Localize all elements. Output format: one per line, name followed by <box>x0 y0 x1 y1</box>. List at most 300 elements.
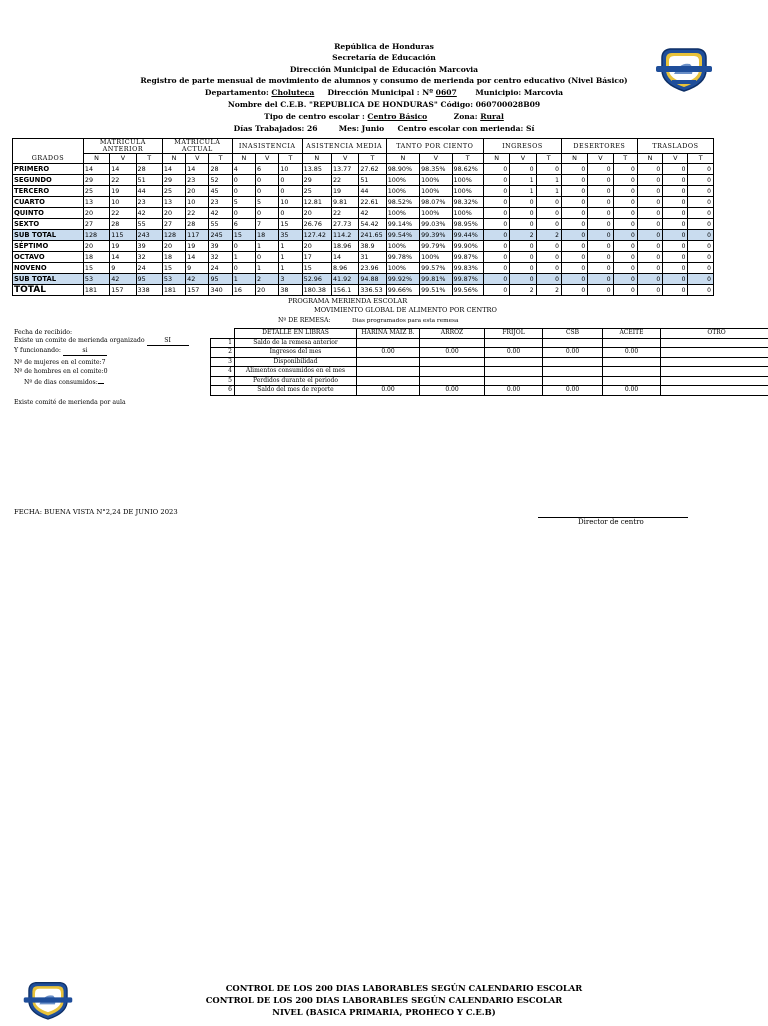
value-cell: 0 <box>256 208 279 219</box>
value-cell: 0 <box>663 219 688 230</box>
value-cell: 14 <box>186 164 209 175</box>
value-cell: 14 <box>162 164 185 175</box>
value-cell: 0 <box>688 252 714 263</box>
table-row <box>13 252 714 263</box>
detail-value-cell <box>357 367 420 377</box>
detail-row <box>211 338 768 348</box>
value-cell: 0 <box>637 175 662 186</box>
value-cell: 1 <box>232 252 255 263</box>
value-cell: 2 <box>536 230 561 241</box>
value-cell: 20 <box>83 208 109 219</box>
value-cell: 0 <box>588 219 613 230</box>
detail-row-num: 6 <box>211 386 235 396</box>
value-cell: 100% <box>452 186 483 197</box>
value-cell: 0 <box>588 274 613 285</box>
direccion-value: 0607 <box>436 88 457 97</box>
value-cell: 23 <box>186 175 209 186</box>
value-cell: 245 <box>209 230 232 241</box>
value-cell: 0 <box>613 274 637 285</box>
value-cell: 2 <box>510 230 536 241</box>
value-cell: 0 <box>588 164 613 175</box>
sub-header: T <box>536 154 561 164</box>
value-cell: 22 <box>331 208 358 219</box>
value-cell: 22 <box>110 175 136 186</box>
value-cell: 0 <box>663 285 688 296</box>
value-cell: 12.81 <box>302 197 331 208</box>
value-cell: 98.32% <box>452 197 483 208</box>
value-cell: 19 <box>331 186 358 197</box>
value-cell: 0 <box>613 175 637 186</box>
value-cell: 157 <box>186 285 209 296</box>
movimiento-global-title: MOVIMIENTO GLOBAL DE ALIMENTO POR CENTRO <box>314 306 497 314</box>
value-cell: 0 <box>688 241 714 252</box>
grade-cell: SUB TOTAL <box>13 274 84 285</box>
value-cell: 100% <box>386 186 419 197</box>
value-cell: 0 <box>561 175 587 186</box>
value-cell: 338 <box>136 285 162 296</box>
municipio-label: Municipio: Marcovia <box>475 88 563 97</box>
value-cell: 98.52% <box>386 197 419 208</box>
detail-row-num: 5 <box>211 376 235 386</box>
sub-header: V <box>663 154 688 164</box>
value-cell: 20 <box>83 241 109 252</box>
header-registro: Registro de parte mensual de movimiento de alumnos y consumo de merienda por centro educativo (Nivel Básico) <box>0 76 768 86</box>
value-cell: 0 <box>588 230 613 241</box>
value-cell: 0 <box>483 285 509 296</box>
value-cell: 1 <box>510 186 536 197</box>
merienda-label: Centro escolar con merienda: Sí <box>397 124 534 133</box>
group-header: TANTO POR CIENTO <box>386 139 483 154</box>
tipo-value: Centro Básico <box>367 112 427 121</box>
value-cell: 0 <box>483 252 509 263</box>
dias-consumidos <box>24 379 104 387</box>
value-cell: 0 <box>561 208 587 219</box>
value-cell: 1 <box>536 175 561 186</box>
value-cell: 20 <box>302 208 331 219</box>
grade-cell: CUARTO <box>13 197 84 208</box>
value-cell: 28 <box>186 219 209 230</box>
value-cell: 13 <box>162 197 185 208</box>
value-cell: 13.77 <box>331 164 358 175</box>
value-cell: 0 <box>510 252 536 263</box>
header-departamento-line <box>0 88 768 98</box>
value-cell: 45 <box>209 186 232 197</box>
value-cell: 100% <box>386 241 419 252</box>
detail-value-cell: 0.00 <box>420 348 485 358</box>
detail-value-cell <box>485 338 543 348</box>
value-cell: 0 <box>483 197 509 208</box>
sub-header: V <box>510 154 536 164</box>
funcionando-value: si <box>63 347 107 356</box>
value-cell: 39 <box>136 241 162 252</box>
value-cell: 19 <box>110 241 136 252</box>
departamento-label: Departamento: <box>205 88 269 97</box>
value-cell: 0 <box>561 263 587 274</box>
value-cell: 127.42 <box>302 230 331 241</box>
value-cell: 24 <box>136 263 162 274</box>
table-row <box>13 219 714 230</box>
sub-header: N <box>637 154 662 164</box>
detail-row <box>211 357 768 367</box>
value-cell: 0 <box>232 186 255 197</box>
sub-header: T <box>452 154 483 164</box>
value-cell: 0 <box>637 186 662 197</box>
value-cell: 10 <box>110 197 136 208</box>
zona-value: Rural <box>480 112 504 121</box>
fecha-recibido: Fecha de recibido: <box>14 329 72 337</box>
value-cell: 0 <box>588 208 613 219</box>
comite-organizado-value: SI <box>147 337 189 346</box>
value-cell: 0 <box>637 230 662 241</box>
detail-value-cell <box>661 376 768 386</box>
value-cell: 0 <box>510 241 536 252</box>
value-cell: 0 <box>613 208 637 219</box>
value-cell: 20 <box>162 208 185 219</box>
value-cell: 0 <box>483 208 509 219</box>
sub-header: T <box>279 154 302 164</box>
sub-header: N <box>561 154 587 164</box>
detail-row-label: Ingresos del mes <box>235 348 357 358</box>
value-cell: 99.81% <box>420 274 452 285</box>
funcionando <box>14 347 107 356</box>
header-direccion-municipal: Dirección Municipal de Educación Marcovia <box>0 65 768 75</box>
value-cell: 53 <box>83 274 109 285</box>
value-cell: 241.65 <box>359 230 386 241</box>
value-cell: 0 <box>536 241 561 252</box>
value-cell: 1 <box>256 241 279 252</box>
value-cell: 7 <box>256 219 279 230</box>
table-row <box>13 186 714 197</box>
grade-cell: SEGUNDO <box>13 175 84 186</box>
detail-header: CSB <box>543 329 603 339</box>
value-cell: 0 <box>256 252 279 263</box>
value-cell: 99.51% <box>420 285 452 296</box>
value-cell: 52.96 <box>302 274 331 285</box>
value-cell: 1 <box>256 263 279 274</box>
value-cell: 98.07% <box>420 197 452 208</box>
detail-value-cell <box>661 338 768 348</box>
value-cell: 100% <box>420 175 452 186</box>
value-cell: 0 <box>588 175 613 186</box>
value-cell: 0 <box>483 241 509 252</box>
value-cell: 15 <box>162 263 185 274</box>
value-cell: 99.56% <box>452 285 483 296</box>
detail-value-cell: 0.00 <box>603 348 661 358</box>
value-cell: 1 <box>279 252 302 263</box>
value-cell: 5 <box>232 197 255 208</box>
mujeres-comite: Nº de mujeres en el comite:7 <box>14 359 106 367</box>
table-row <box>13 274 714 285</box>
value-cell: 39 <box>209 241 232 252</box>
value-cell: 99.44% <box>452 230 483 241</box>
matricula-table <box>12 138 714 296</box>
value-cell: 55 <box>209 219 232 230</box>
dias-consumidos-blank <box>98 383 104 384</box>
value-cell: 0 <box>510 219 536 230</box>
value-cell: 28 <box>136 164 162 175</box>
value-cell: 99.03% <box>420 219 452 230</box>
value-cell: 15 <box>302 263 331 274</box>
detail-header: HARINA MAIZ B. <box>357 329 420 339</box>
value-cell: 9 <box>110 263 136 274</box>
value-cell: 5 <box>256 197 279 208</box>
value-cell: 6 <box>256 164 279 175</box>
value-cell: 0 <box>663 252 688 263</box>
header-secretaria: Secretaría de Educación <box>0 53 768 63</box>
value-cell: 27.73 <box>331 219 358 230</box>
table-row <box>13 230 714 241</box>
detail-row-num: 4 <box>211 367 235 377</box>
value-cell: 0 <box>637 197 662 208</box>
value-cell: 0 <box>663 175 688 186</box>
value-cell: 99.57% <box>420 263 452 274</box>
value-cell: 19 <box>110 186 136 197</box>
sub-header: V <box>256 154 279 164</box>
sub-header: T <box>136 154 162 164</box>
value-cell: 1 <box>232 274 255 285</box>
value-cell: 23 <box>136 197 162 208</box>
value-cell: 26.76 <box>302 219 331 230</box>
value-cell: 0 <box>232 208 255 219</box>
detail-value-cell <box>603 376 661 386</box>
value-cell: 0 <box>561 186 587 197</box>
value-cell: 99.54% <box>386 230 419 241</box>
value-cell: 0 <box>536 252 561 263</box>
sub-header: V <box>110 154 136 164</box>
value-cell: 0 <box>279 175 302 186</box>
value-cell: 0 <box>588 252 613 263</box>
value-cell: 18 <box>83 252 109 263</box>
value-cell: 53 <box>162 274 185 285</box>
header-tipo-line <box>0 112 768 122</box>
detail-row-label: Disponibilidad <box>235 357 357 367</box>
value-cell: 1 <box>536 186 561 197</box>
value-cell: 4 <box>232 164 255 175</box>
sub-header: N <box>162 154 185 164</box>
value-cell: 0 <box>663 241 688 252</box>
value-cell: 128 <box>162 230 185 241</box>
grade-cell: TOTAL <box>13 285 84 296</box>
sub-header: V <box>420 154 452 164</box>
value-cell: 0 <box>663 263 688 274</box>
value-cell: 100% <box>452 208 483 219</box>
hombres-comite: Nº de hombres en el comite:0 <box>14 368 108 376</box>
value-cell: 1 <box>510 175 536 186</box>
detail-header: ACEITE <box>603 329 661 339</box>
value-cell: 22 <box>186 208 209 219</box>
value-cell: 0 <box>536 208 561 219</box>
value-cell: 18.96 <box>331 241 358 252</box>
value-cell: 23.96 <box>359 263 386 274</box>
value-cell: 42 <box>110 274 136 285</box>
value-cell: 0 <box>483 175 509 186</box>
value-cell: 0 <box>232 263 255 274</box>
value-cell: 0 <box>510 164 536 175</box>
value-cell: 24 <box>209 263 232 274</box>
value-cell: 99.92% <box>386 274 419 285</box>
value-cell: 0 <box>688 230 714 241</box>
detail-value-cell <box>661 386 768 396</box>
value-cell: 35 <box>279 230 302 241</box>
value-cell: 99.90% <box>452 241 483 252</box>
detail-value-cell <box>543 367 603 377</box>
value-cell: 41.92 <box>331 274 358 285</box>
value-cell: 99.83% <box>452 263 483 274</box>
grade-cell: QUINTO <box>13 208 84 219</box>
detail-value-cell <box>543 338 603 348</box>
direccion-label: Dirección Municipal : Nº <box>328 88 433 97</box>
detail-value-cell: 0.00 <box>485 348 543 358</box>
value-cell: 0 <box>279 208 302 219</box>
value-cell: 52 <box>209 175 232 186</box>
value-cell: 0 <box>232 175 255 186</box>
value-cell: 14 <box>83 164 109 175</box>
detail-row <box>211 386 768 396</box>
grade-cell: SÉPTIMO <box>13 241 84 252</box>
value-cell: 29 <box>162 175 185 186</box>
value-cell: 29 <box>83 175 109 186</box>
value-cell: 115 <box>110 230 136 241</box>
value-cell: 22 <box>331 175 358 186</box>
detail-value-cell: 0.00 <box>420 386 485 396</box>
detail-value-cell <box>661 348 768 358</box>
value-cell: 0 <box>536 164 561 175</box>
value-cell: 0 <box>663 230 688 241</box>
detail-value-cell <box>543 376 603 386</box>
value-cell: 20 <box>162 241 185 252</box>
value-cell: 0 <box>536 274 561 285</box>
value-cell: 25 <box>83 186 109 197</box>
value-cell: 14 <box>186 252 209 263</box>
dias-trabajados: Días Trabajados: 26 <box>234 124 318 133</box>
value-cell: 100% <box>420 186 452 197</box>
detail-value-cell <box>420 338 485 348</box>
value-cell: 10 <box>186 197 209 208</box>
table-row <box>13 208 714 219</box>
value-cell: 29 <box>302 175 331 186</box>
value-cell: 98.35% <box>420 164 452 175</box>
value-cell: 14 <box>110 164 136 175</box>
value-cell: 95 <box>136 274 162 285</box>
detail-value-cell: 0.00 <box>357 348 420 358</box>
funcionando-label: Y funcionando: <box>14 347 61 354</box>
zona-label: Zona: <box>454 112 478 121</box>
value-cell: 94.88 <box>359 274 386 285</box>
detail-value-cell <box>357 357 420 367</box>
value-cell: 100% <box>386 263 419 274</box>
value-cell: 22.61 <box>359 197 386 208</box>
value-cell: 42 <box>136 208 162 219</box>
value-cell: 0 <box>510 208 536 219</box>
value-cell: 2 <box>536 285 561 296</box>
value-cell: 0 <box>256 175 279 186</box>
detail-row-num: 2 <box>211 348 235 358</box>
value-cell: 243 <box>136 230 162 241</box>
value-cell: 181 <box>83 285 109 296</box>
remesa-value: Dias programados para esta remesa <box>352 317 459 325</box>
table-row <box>13 263 714 274</box>
table-row <box>13 197 714 208</box>
value-cell: 0 <box>561 197 587 208</box>
value-cell: 0 <box>613 252 637 263</box>
value-cell: 0 <box>561 164 587 175</box>
detail-header: OTRO <box>661 329 768 339</box>
value-cell: 0 <box>688 197 714 208</box>
group-header: ASISTENCIA MEDIA <box>302 139 386 154</box>
detail-value-cell: 0.00 <box>485 386 543 396</box>
value-cell: 0 <box>663 197 688 208</box>
value-cell: 0 <box>637 274 662 285</box>
grados-header: GRADOS <box>13 139 84 164</box>
value-cell: 6 <box>232 219 255 230</box>
value-cell: 20 <box>302 241 331 252</box>
value-cell: 0 <box>536 197 561 208</box>
value-cell: 44 <box>136 186 162 197</box>
detail-value-cell <box>420 376 485 386</box>
detail-value-cell <box>485 376 543 386</box>
value-cell: 18 <box>256 230 279 241</box>
table-row <box>13 164 714 175</box>
sub-header: V <box>186 154 209 164</box>
value-cell: 9.81 <box>331 197 358 208</box>
value-cell: 0 <box>613 164 637 175</box>
value-cell: 0 <box>510 197 536 208</box>
movimiento-alimentos-table <box>210 328 768 396</box>
value-cell: 0 <box>588 241 613 252</box>
value-cell: 0 <box>688 274 714 285</box>
value-cell: 16 <box>232 285 255 296</box>
value-cell: 14 <box>110 252 136 263</box>
value-cell: 15 <box>279 219 302 230</box>
detail-header: FRIJOL <box>485 329 543 339</box>
table-row <box>13 285 714 296</box>
value-cell: 28 <box>209 164 232 175</box>
comite-organizado-label: Existe un comite de merienda organizado <box>14 337 145 344</box>
remesa-label: Nº DE REMESA: <box>278 317 331 325</box>
value-cell: 2 <box>256 274 279 285</box>
value-cell: 0 <box>637 252 662 263</box>
detail-value-cell <box>603 357 661 367</box>
detail-row <box>211 367 768 377</box>
sub-header: N <box>483 154 509 164</box>
detail-row-label: Saldo del mes de reporte <box>235 386 357 396</box>
value-cell: 100% <box>420 208 452 219</box>
value-cell: 0 <box>613 219 637 230</box>
value-cell: 25 <box>302 186 331 197</box>
dias-consumidos-label: Nº de dias consumidos: <box>24 379 98 386</box>
sub-header: N <box>232 154 255 164</box>
sub-header: T <box>209 154 232 164</box>
value-cell: 99.87% <box>452 274 483 285</box>
detail-value-cell <box>603 338 661 348</box>
value-cell: 0 <box>483 219 509 230</box>
value-cell: 181 <box>162 285 185 296</box>
value-cell: 0 <box>483 274 509 285</box>
value-cell: 13 <box>83 197 109 208</box>
detail-value-cell <box>420 357 485 367</box>
sub-header: V <box>588 154 613 164</box>
value-cell: 114.2 <box>331 230 358 241</box>
group-header: INASISTENCIA <box>232 139 302 154</box>
programa-merienda-title: PROGRAMA MERIENDA ESCOLAR <box>288 297 407 305</box>
footer-line-3: NIVEL (BASICA PRIMARIA, PROHECO Y C.E.B) <box>0 1007 768 1019</box>
value-cell: 0 <box>536 263 561 274</box>
value-cell: 0 <box>663 164 688 175</box>
value-cell: 98.62% <box>452 164 483 175</box>
header-nombre-centro: Nombre del C.E.B. "REPUBLICA DE HONDURAS" Código: 060700028B09 <box>0 100 768 110</box>
detail-value-cell: 0.00 <box>357 386 420 396</box>
value-cell: 0 <box>588 186 613 197</box>
